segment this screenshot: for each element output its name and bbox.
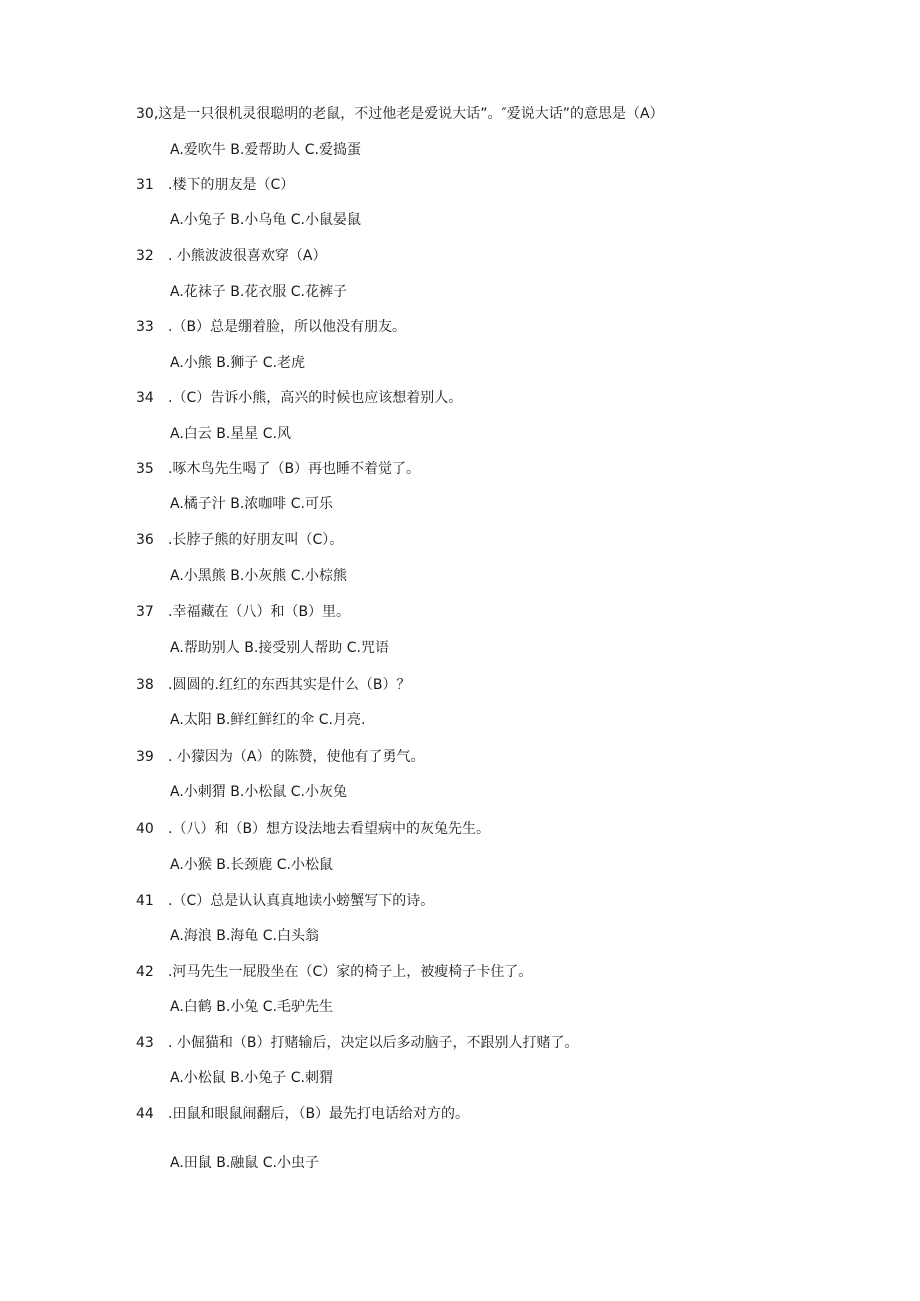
question-33-number: 33 [136, 319, 154, 335]
question-36-options: A.小黑熊 B.小灰熊 C.小棕熊 [170, 568, 347, 584]
question-44-number: 44 [136, 1106, 154, 1122]
question-30-options: A.爱吹牛 B.爱帮助人 C.爱捣蛋 [170, 142, 361, 158]
question-35-text: .啄木鸟先生喝了（B）再也睡不着觉了。 [168, 461, 421, 477]
question-41-text: .（C）总是认认真真地读小螃蟹写下的诗。 [168, 893, 435, 909]
question-42-options: A.白鹤 B.小兔 C.毛驴先生 [170, 999, 333, 1015]
question-36-number: 36 [136, 532, 154, 548]
question-33-text: .（B）总是绷着脸，所以他没有朋友。 [168, 319, 407, 335]
question-38-text: .圆圆的.红红的东西其实是什么（B）？ [168, 677, 411, 693]
question-42-number: 42 [136, 964, 154, 980]
question-37-text: .幸福藏在（八）和（B）里。 [168, 604, 351, 620]
question-32-number: 32 [136, 248, 154, 264]
question-31-number: 31 [136, 177, 154, 193]
question-43-number: 43 [136, 1035, 154, 1051]
question-39-text: . 小獴因为（A）的陈赞，使他有了勇气。 [168, 749, 425, 765]
question-44-text: .田鼠和眼鼠闹翻后，（B）最先打电话给对方的。 [168, 1106, 470, 1122]
question-32-text: . 小熊波波很喜欢穿（A） [168, 248, 327, 264]
question-37-options: A.帮助别人 B.接受别人帮助 C.咒语 [170, 640, 389, 656]
question-44-options: A.田鼠 B.融鼠 C.小虫子 [170, 1155, 319, 1171]
question-43-options: A.小松鼠 B.小兔子 C.刺猬 [170, 1070, 333, 1086]
question-34-text: .（C）告诉小熊，高兴的时候也应该想着别人。 [168, 390, 463, 406]
question-38-options: A.太阳 B.鲜红鲜红的伞 C.月亮. [170, 712, 366, 728]
question-40-text: .（八）和（B）想方设法地去看望病中的灰兔先生。 [168, 821, 491, 837]
question-38-number: 38 [136, 677, 154, 693]
question-30-text: 30,这是一只很机灵很聪明的老鼠，不过他老是爱说大话”。″爱说大话”的意思是（A） [136, 106, 664, 122]
question-35-options: A.橘子汁 B.浓咖啡 C.可乐 [170, 496, 333, 512]
question-43-text: . 小倔猫和（B）打赌输后，决定以后多动脑子，不跟别人打赌了。 [168, 1035, 579, 1051]
question-35-number: 35 [136, 461, 154, 477]
question-31-options: A.小兔子 B.小乌龟 C.小鼠晏鼠 [170, 212, 361, 228]
question-39-number: 39 [136, 749, 154, 765]
question-37-number: 37 [136, 604, 154, 620]
question-31-text: .楼下的朋友是（C） [168, 177, 295, 193]
question-36-text: .长脖子熊的好朋友叫（C）。 [168, 532, 344, 548]
question-42-text: .河马先生一屁股坐在（C）家的椅子上，被瘦椅子卡住了。 [168, 964, 533, 980]
question-41-options: A.海浪 B.海龟 C.白头翁 [170, 928, 319, 944]
question-32-options: A.花袜子 B.花衣服 C.花裤子 [170, 284, 347, 300]
question-34-options: A.白云 B.星星 C.风 [170, 426, 291, 442]
question-33-options: A.小熊 B.狮子 C.老虎 [170, 355, 305, 371]
question-34-number: 34 [136, 390, 154, 406]
question-39-options: A.小刺猬 B.小松鼠 C.小灰兔 [170, 784, 347, 800]
question-40-number: 40 [136, 821, 154, 837]
question-41-number: 41 [136, 893, 154, 909]
question-40-options: A.小猴 B.长颈鹿 C.小松鼠 [170, 857, 333, 873]
